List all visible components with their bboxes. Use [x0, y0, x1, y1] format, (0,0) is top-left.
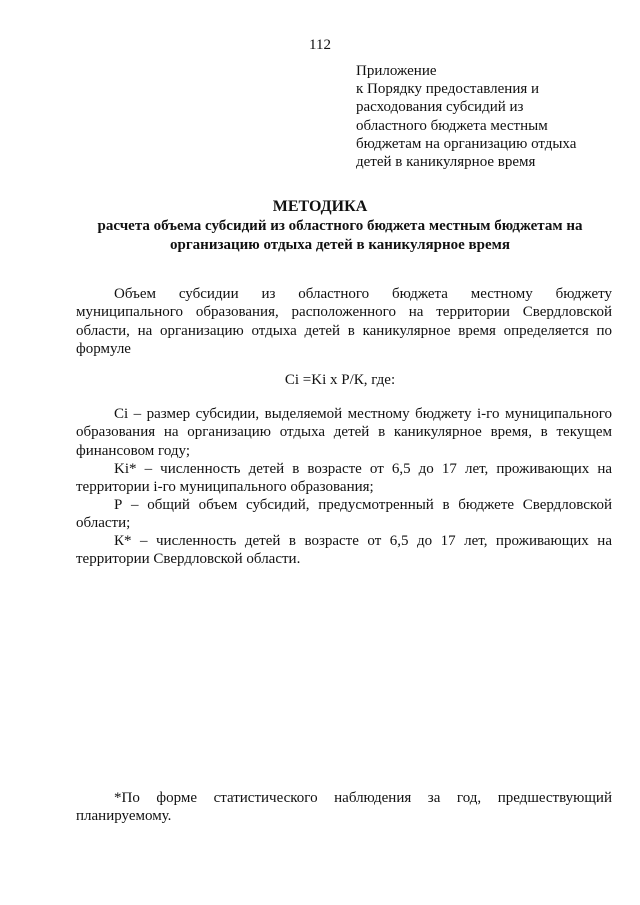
definition-line: К* – численность детей в возрасте от 6,5 до 17 лет, проживающих на [114, 533, 612, 549]
intro-line: муниципального образования, расположенного на территории Свердловской [76, 304, 612, 321]
document-subtitle [60, 217, 620, 255]
definition-ki [76, 460, 612, 497]
appendix-line: областного бюджета местным [356, 117, 548, 134]
definition-line: Ki* – численность детей в возрасте от 6,5 до 17 лет, проживающих на [114, 461, 612, 477]
appendix-line: бюджетам на организацию отдыха [356, 135, 577, 152]
definition-line: территории Свердловской области. [76, 551, 301, 568]
footnote-line: *По форме статистического наблюдения за год, предшествующий [114, 790, 612, 806]
appendix-line: Приложение [356, 63, 437, 79]
definition-p [76, 496, 612, 533]
intro-line: Объем субсидии из областного бюджета местному бюджету [114, 286, 612, 302]
subtitle-line: организацию отдыха детей в каникулярное время [170, 237, 510, 253]
appendix-line: к Порядку предоставления и [356, 81, 540, 98]
definition-k [76, 532, 612, 569]
definition-line: образования на организацию отдыха детей в каникулярное время, в текущем [76, 424, 612, 441]
appendix-line: расходования субсидий из [356, 99, 524, 116]
document-title: МЕТОДИКА [272, 198, 368, 215]
appendix-line: детей в каникулярное время [356, 154, 536, 171]
formula: Ci =Ki x Р/К, где: [284, 372, 396, 388]
intro-line: области, на организацию отдыха детей в каникулярное время определяется по [76, 322, 612, 339]
definition-ci [76, 405, 612, 460]
footnote-line: планируемому. [76, 808, 172, 825]
definition-line: области; [76, 515, 131, 532]
subtitle-line: расчета объема субсидий из областного бюджета местным бюджетам на [97, 218, 583, 234]
definition-line: финансовом году; [76, 442, 191, 459]
intro-paragraph [76, 285, 612, 358]
intro-line: формуле [76, 340, 131, 357]
definition-line: Р – общий объем субсидий, предусмотренный в бюджете Свердловской [114, 497, 612, 513]
footnote [76, 789, 612, 826]
definition-line: Ci – размер субсидии, выделяемой местному бюджету i-го муниципального [114, 406, 612, 422]
page-number: 112 [309, 37, 331, 53]
definition-line: территории i-го муниципального образования; [76, 479, 374, 496]
appendix-note [356, 62, 626, 171]
